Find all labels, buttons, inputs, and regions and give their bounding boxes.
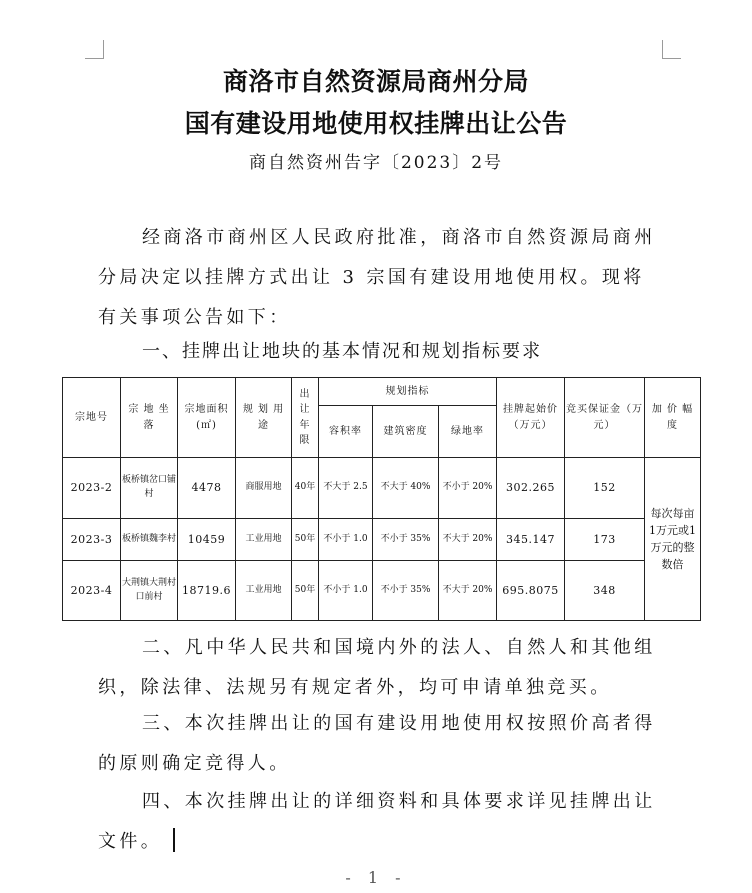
cell-density: 不大于 40% xyxy=(373,458,439,519)
header-usage: 规 划 用 途 xyxy=(236,378,292,458)
cell-usage: 工业用地 xyxy=(236,561,292,621)
cell-green: 不大于 20% xyxy=(439,561,497,621)
header-parcel-no: 宗地号 xyxy=(63,378,121,458)
cell-far: 不大于 2.5 xyxy=(319,458,373,519)
section3-paragraph: 三、本次挂牌出让的国有建设用地使用权按照价高者得的原则确定竞得人。 xyxy=(98,713,656,774)
header-green: 绿地率 xyxy=(439,406,497,458)
cell-area: 18719.6 xyxy=(178,561,236,621)
cell-density: 不小于 35% xyxy=(373,519,439,561)
document-title-line2: 国有建设用地使用权挂牌出让公告 xyxy=(184,109,568,138)
section1-heading: 一、挂牌出让地块的基本情况和规划指标要求 xyxy=(142,341,542,362)
cell-parcel-no: 2023-4 xyxy=(63,561,121,621)
cell-start-price: 345.147 xyxy=(497,519,565,561)
cell-usage: 工业用地 xyxy=(236,519,292,561)
section2-paragraph: 二、凡中华人民共和国境内外的法人、自然人和其他组织，除法律、法规另有规定者外，均可申请单独竞买。 xyxy=(98,637,656,698)
header-area: 宗地面积 (㎡) xyxy=(178,378,236,458)
section4-paragraph: 四、本次挂牌出让的详细资料和具体要求详见挂牌出让文件。 xyxy=(98,791,656,852)
cell-green: 不大于 20% xyxy=(439,519,497,561)
cell-green: 不小于 20% xyxy=(439,458,497,519)
document-number: 商自然资州告字〔2023〕2号 xyxy=(248,153,504,173)
cell-deposit: 173 xyxy=(565,519,645,561)
header-deposit: 竞买保证金（万元） xyxy=(565,378,645,458)
header-planning: 规划指标 xyxy=(319,378,497,406)
cell-location: 大荆镇大荆村口前村 xyxy=(121,561,178,621)
header-start-price: 挂牌起始价（万元） xyxy=(497,378,565,458)
document-title-line1: 商洛市自然资源局商州分局 xyxy=(222,67,529,96)
header-increment: 加 价 幅 度 xyxy=(645,378,701,458)
land-parcel-table xyxy=(62,377,701,621)
cell-location: 板桥镇岔口铺村 xyxy=(121,458,178,519)
cell-area: 4478 xyxy=(178,458,236,519)
cell-density: 不小于 35% xyxy=(373,561,439,621)
text-cursor[interactable] xyxy=(173,828,175,852)
cell-area: 10459 xyxy=(178,519,236,561)
cell-usage: 商服用地 xyxy=(236,458,292,519)
cell-term: 50年 xyxy=(292,519,319,561)
page-corner-mark-top-left xyxy=(85,40,104,59)
table-row xyxy=(63,458,701,519)
page-corner-mark-top-right xyxy=(662,40,681,59)
header-far: 容积率 xyxy=(319,406,373,458)
table-row xyxy=(63,519,701,561)
intro-paragraph: 经商洛市商州区人民政府批准，商洛市自然资源局商州分局决定以挂牌方式出让 3 宗国有建设用地使用权。现将有关事项公告如下： xyxy=(98,227,656,328)
cell-term: 50年 xyxy=(292,561,319,621)
header-location: 宗 地 坐 落 xyxy=(121,378,178,458)
cell-parcel-no: 2023-2 xyxy=(63,458,121,519)
cell-deposit: 152 xyxy=(565,458,645,519)
cell-deposit: 348 xyxy=(565,561,645,621)
cell-increment: 每次每亩1万元或1万元的整数倍 xyxy=(645,458,701,621)
header-term: 出 让 年 限 xyxy=(292,378,319,458)
cell-far: 不小于 1.0 xyxy=(319,519,373,561)
cell-parcel-no: 2023-3 xyxy=(63,519,121,561)
table-row xyxy=(63,561,701,621)
cell-far: 不小于 1.0 xyxy=(319,561,373,621)
header-density: 建筑密度 xyxy=(373,406,439,458)
cell-term: 40年 xyxy=(292,458,319,519)
cell-location: 板桥镇魏李村 xyxy=(121,519,178,561)
cell-start-price: 695.8075 xyxy=(497,561,565,621)
cell-start-price: 302.265 xyxy=(497,458,565,519)
page-number: - 1 - xyxy=(345,868,407,887)
